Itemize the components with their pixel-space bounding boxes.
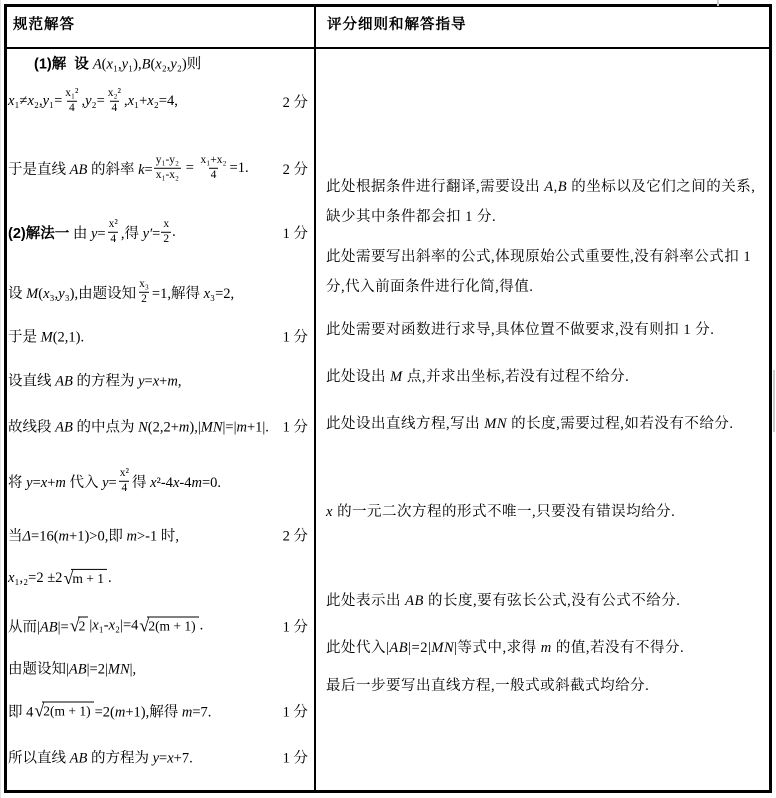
solution-line <box>8 278 310 306</box>
score-label: 1 分 <box>282 750 308 767</box>
math-text: 由 y= <box>69 225 106 242</box>
solution-line <box>8 53 310 74</box>
page-edge-artifact <box>0 0 1 798</box>
header-cell-rubric: 评分细则和解答指导 <box>327 17 467 33</box>
score-label: 2 分 <box>282 528 308 545</box>
fraction <box>199 154 229 182</box>
math-text: 得 x²-4x-4m=0. <box>131 474 222 491</box>
scan-artifact-top <box>717 0 719 6</box>
math-text: 即 4 <box>8 704 34 721</box>
fraction <box>118 467 131 495</box>
radical-sign: √ <box>139 615 150 636</box>
remark-paragraph: 此处需要对函数进行求导,具体位置不做要求,没有则扣 1 分. <box>326 322 715 338</box>
math-text: 故线段 AB 的中点为 N(2,2+m),|MN|=|m+1|. <box>8 419 269 436</box>
math-text: ,得 y′= <box>120 225 161 242</box>
math-text: = <box>182 159 198 176</box>
fraction-numerator: x <box>163 217 170 230</box>
fraction-numerator: y₁-y₂ <box>155 153 180 166</box>
scan-artifact-right <box>773 370 775 432</box>
fraction <box>106 87 123 115</box>
remark-paragraph: 此处表示出 AB 的长度,要有弦长公式,没有公式不给分. <box>326 593 681 609</box>
remark-paragraph: 此处代入|AB|=2|MN|等式中,求得 m 的值,若没有不得分. <box>326 640 685 656</box>
math-text: x₁≠x₂,y₁= <box>8 92 63 109</box>
math-text: 设 M(x₃,y₃),由题设知 <box>8 285 137 302</box>
score-label: 2 分 <box>282 94 308 111</box>
fraction-denominator: 4 <box>111 102 118 114</box>
square-root <box>34 702 93 720</box>
math-text: 所以直线 AB 的方程为 y=x+7. <box>8 750 193 767</box>
math-text: 从而|AB|= <box>8 619 69 636</box>
math-text: 设直线 AB 的方程为 y=x+m, <box>8 373 182 390</box>
solution-line <box>8 326 310 347</box>
math-text: 于是直线 AB 的斜率 k= <box>8 161 153 178</box>
math-text: =2(m+1),解得 m=7. <box>94 704 212 721</box>
fraction-numerator: x² <box>119 466 129 479</box>
math-text: 于是 M(2,1). <box>8 329 85 346</box>
score-label: 1 分 <box>282 329 308 346</box>
remark-paragraph: 此处设出 M 点,并求出坐标,若没有过程不给分. <box>326 369 630 385</box>
score-label: 1 分 <box>282 419 308 436</box>
score-label: 1 分 <box>282 704 308 721</box>
step-label: (1)解 设 <box>34 56 93 73</box>
score-label: 1 分 <box>282 619 308 636</box>
fraction-denominator: 2 <box>141 293 147 305</box>
fraction <box>107 218 120 246</box>
math-text: . <box>199 617 204 634</box>
solution-line <box>8 467 310 495</box>
math-text: . <box>172 223 176 240</box>
radicand: 2(m + 1) <box>42 702 93 720</box>
solution-line <box>8 616 310 637</box>
fraction-denominator: x₁-x₂ <box>155 169 180 181</box>
radicand: m + 1 <box>71 569 107 587</box>
solution-line <box>8 87 310 115</box>
solution-line <box>8 416 310 437</box>
solution-line <box>8 525 310 546</box>
solution-line <box>8 154 310 182</box>
math-text: A(x₁,y₁),B(x₂,y₂)则 <box>92 56 202 73</box>
radical-sign: √ <box>63 567 74 588</box>
math-text: ,y₂= <box>81 92 105 109</box>
square-root <box>139 617 198 635</box>
fraction-denominator: 4 <box>121 482 128 494</box>
fraction <box>154 154 181 182</box>
radical-sign: √ <box>34 700 45 721</box>
score-label: 1 分 <box>282 225 308 242</box>
solution-line <box>8 569 310 587</box>
fraction-numerator: x₁² <box>65 86 79 99</box>
header-cell-solution: 规范解答 <box>13 17 75 33</box>
solution-line <box>8 370 310 391</box>
fraction <box>161 218 171 246</box>
fraction-numerator: x₂² <box>107 86 121 99</box>
fraction-denominator: 2 <box>163 233 170 245</box>
math-text: 由题设知|AB|=2|MN|, <box>8 661 137 678</box>
radicand: 2(m + 1) <box>147 617 198 635</box>
remark-paragraph: 此处需要写出斜率的公式,体现原始公式重要性,没有斜率公式扣 1 分,代入前面条件进行化简,得值. <box>326 249 752 295</box>
fraction <box>63 87 80 115</box>
solution-line <box>8 658 310 679</box>
radicand: 2 <box>78 617 89 635</box>
solution-line <box>8 218 310 246</box>
fraction-numerator: x₁+x₂ <box>200 153 227 166</box>
math-text: |x₁-x₂|=4 <box>89 617 139 634</box>
square-root <box>63 569 107 587</box>
fraction-denominator: 4 <box>68 102 75 114</box>
math-text: ,x₁+x₂=4, <box>123 92 178 109</box>
header-divider <box>4 47 772 49</box>
remark-paragraph: x 的一元二次方程的形式不唯一,只要没有错误均给分. <box>326 504 676 520</box>
remark-paragraph: 最后一步要写出直线方程,一般式或斜截式均给分. <box>326 678 650 694</box>
remark-paragraph: 此处设出直线方程,写出 MN 的长度,需要过程,如若没有不给分. <box>326 416 734 432</box>
step-label: (2)解法一 <box>8 225 70 242</box>
remark-paragraph: 此处根据条件进行翻译,需要设出 A,B 的坐标以及它们之间的关系,缺少其中条件都会扣 1 分. <box>326 179 756 225</box>
column-divider <box>314 4 316 793</box>
fraction-denominator: 4 <box>210 169 217 181</box>
math-text: =1,解得 x₃=2, <box>151 285 235 302</box>
solution-line <box>8 701 310 722</box>
math-text: =1. <box>229 159 249 176</box>
solution-line <box>8 747 310 768</box>
fraction-denominator: 4 <box>110 233 117 245</box>
math-text: . <box>107 569 112 586</box>
math-text: 将 y=x+m 代入 y= <box>8 474 117 491</box>
radical-sign: √ <box>69 615 80 636</box>
fraction <box>137 278 151 306</box>
math-text: x₁,₂=2 ±2 <box>8 569 63 586</box>
fraction-numerator: x₃ <box>139 277 149 290</box>
math-text: 当Δ=16(m+1)>0,即 m>-1 时, <box>8 528 179 545</box>
score-label: 2 分 <box>282 161 308 178</box>
fraction-numerator: x² <box>108 217 118 230</box>
square-root <box>70 617 89 635</box>
